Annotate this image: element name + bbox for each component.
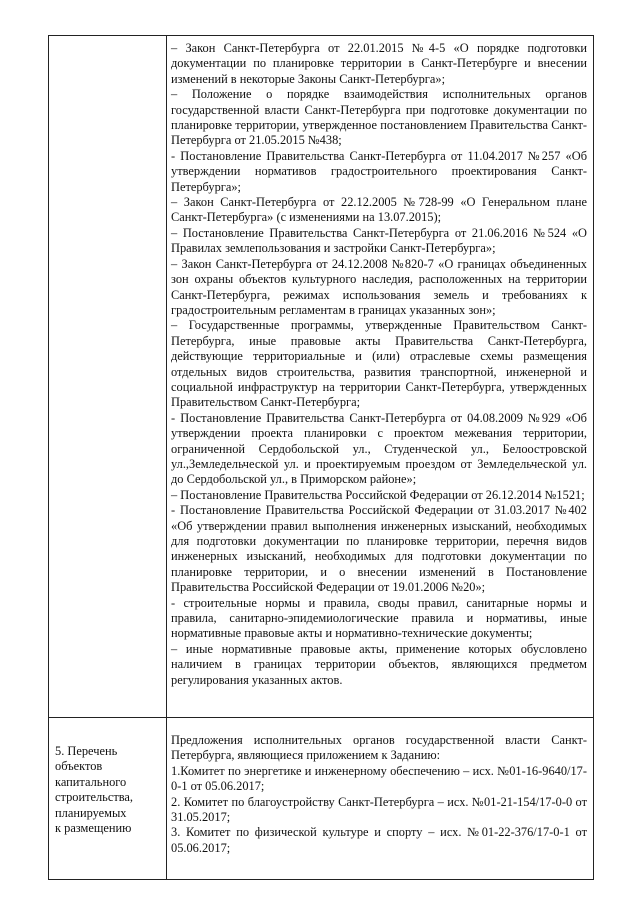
row-label-line: к размещению xyxy=(55,821,132,836)
row-label-line: объектов xyxy=(55,759,103,774)
list-item: – Закон Санкт-Петербурга от 24.12.2008 №820-7 «О границах объединенных зон охраны объектов культурного наследия, расположенных на территории Санкт-Петербурга, режимах использования земель и требованиях к градостроительным регламентам в границах указанных зон»; xyxy=(171,256,587,317)
list-item: 3. Комитет по физической культуре и спорту – исх. №01-22-376/17-0-1 от 05.06.2017; xyxy=(171,825,587,855)
list-item: - Постановление Правительства Санкт-Петербурга от 04.08.2009 №929 «Об утверждении проекта планировки с проектом межевания территории, ограниченной Сердобольской ул., Студенческой ул., Белоостровской ул.,Земледельческой ул. и проектируемым проездом от Земледельческой ул. до Сердобольской ул., в Приморском районе»; xyxy=(171,410,587,487)
list-item: – Постановление Правительства Санкт-Петербурга от 21.06.2016 №524 «О Правилах землепользования и застройки Санкт-Петербурга»; xyxy=(171,225,587,256)
row-label-line: планируемых xyxy=(55,805,127,820)
list-item: Предложения исполнительных органов государственной власти Санкт-Петербурга, являющиеся приложением к Заданию: xyxy=(171,733,587,763)
list-item: – Положение о порядке взаимодействия исполнительных органов государственной власти Санкт-Петербурга при подготовке документации по планировке территории, утвержденное постановлением Правительства Санкт-Петербурга от 21.05.2015 №438; xyxy=(171,87,587,148)
row2-content-cell xyxy=(171,733,587,856)
list-item: – иные нормативные правовые акты, применение которых обусловлено наличием в границах территории объектов, являющихся предметом регулирования указанных актов. xyxy=(171,641,587,687)
requirements-table xyxy=(48,35,594,880)
list-item: 1.Комитет по энергетике и инженерному обеспечению – исх. №01-16-9640/17-0-1 от 05.06.2017; xyxy=(171,763,587,794)
row1-content-cell xyxy=(171,41,587,688)
row-divider xyxy=(49,717,593,718)
list-item: 2. Комитет по благоустройству Санкт-Петербурга – исх. №01-21-154/17-0-0 от 31.05.2017; xyxy=(171,794,587,825)
list-item: – Закон Санкт-Петербурга от 22.01.2015 №4-5 «О порядке подготовки документации по планировке территории в Санкт-Петербурге и внесении изменений в некоторые Законы Санкт-Петербурга»; xyxy=(171,41,587,86)
list-item: - Постановление Правительства Санкт-Петербурга от 11.04.2017 №257 «Об утверждении нормативов градостроительного проектирования Санкт-Петербурга»; xyxy=(171,148,587,194)
list-item: – Закон Санкт-Петербурга от 22.12.2005 №728-99 «О Генеральном плане Санкт-Петербурга» (с изменениями на 13.07.2015); xyxy=(171,195,587,225)
row-label-line: 5. Перечень xyxy=(55,744,118,758)
list-item: – Постановление Правительства Российской Федерации от 26.12.2014 №1521; xyxy=(171,487,585,502)
column-divider xyxy=(166,36,167,879)
list-item: - строительные нормы и правила, своды правил, санитарные нормы и правила, санитарно-эпидемиологические правила и нормативы, иные нормативные правовые акты и нормативно-технические документы; xyxy=(171,595,587,641)
row2-label-cell xyxy=(55,744,163,836)
list-item: – Государственные программы, утвержденные Правительством Санкт-Петербурга, иные правовые акты Правительства Санкт-Петербурга, действующие территориальные и (или) отраслевые схемы размещения отдельных видов строительства, развития транспортной, инженерной и социальной инфраструктур на территории Санкт-Петербурга, утвержденных Правительством Санкт-Петербурга; xyxy=(171,318,587,410)
row-label-line: строительства, xyxy=(55,790,134,805)
list-item: - Постановление Правительства Российской Федерации от 31.03.2017 №402 «Об утверждении правил выполнения инженерных изысканий, необходимых для подготовки документации по планировке территории, перечня видов инженерных изысканий, необходимых для подготовки документации по планировке территории, и о внесении изменений в Постановление Правительства Российской Федерации от 19.01.2006 №20»; xyxy=(171,503,587,595)
row-label-line: капитального xyxy=(55,774,127,789)
